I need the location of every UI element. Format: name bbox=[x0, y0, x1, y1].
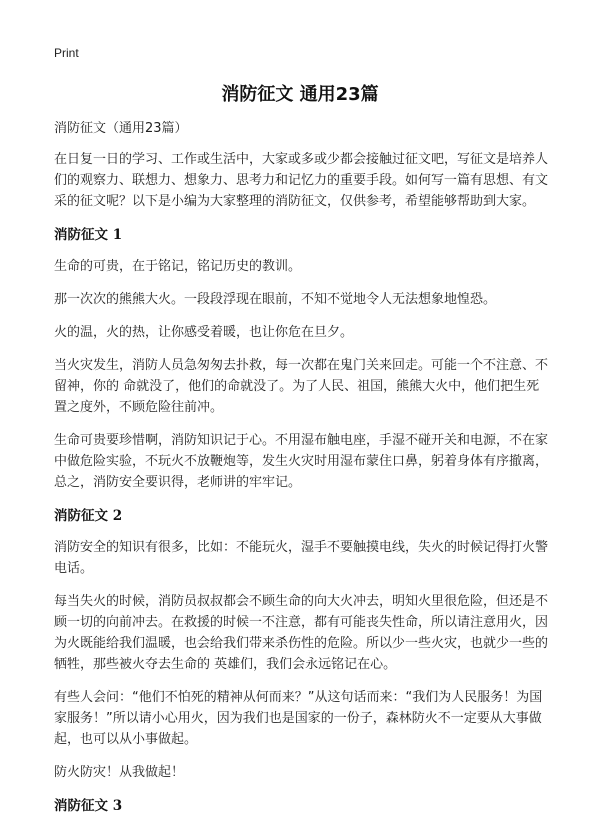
section-3 bbox=[54, 795, 550, 817]
section-paragraph: 那一次次的熊熊大火。一段段浮现在眼前，不知不觉地令人无法想象地惶恐。 bbox=[54, 292, 497, 307]
section-2 bbox=[54, 505, 550, 783]
section-heading: 消防征文 2 bbox=[54, 508, 123, 524]
page-title: 消防征文 通用23篇 bbox=[221, 84, 379, 105]
print-link[interactable]: Print bbox=[54, 46, 79, 60]
intro-paragraph: 在日复一日的学习、工作或生活中，大家或多或少都会接触过征文吧，写征文是培养人们的观察力、联想力、想象力、思考力和记忆力的重要手段。如何写一篇有思想、有文采的征文呢？以下是小编为大家整理的消防征文，仅供参考，希望能够帮助到大家。 bbox=[54, 152, 549, 209]
section-paragraph: 生命可贵要珍惜啊，消防知识记于心。不用湿布触电座，手湿不碰开关和电源，不在家中做危险实验，不玩火不放鞭炮等，发生火灾时用湿布蒙住口鼻，躬着身体有序撤离，总之，消防安全要识得，老师讲的牢牢记。 bbox=[54, 433, 549, 490]
section-paragraph: 生命的可贵，在于铭记，铭记历史的教训。 bbox=[54, 259, 302, 274]
section-1 bbox=[54, 224, 550, 493]
section-paragraph: 防火防灾！从我做起！ bbox=[54, 765, 185, 780]
section-paragraph: 当火灾发生，消防人员急匆匆去扑救，每一次都在鬼门关来回走。可能一个不注意、不留神，你的 命就没了，他们的命就没了。为了人民、祖国，熊熊大火中，他们把生死置之度外，不顾危险往前冲。 bbox=[54, 358, 549, 415]
document-body bbox=[54, 118, 550, 827]
section-paragraph: 火的温，火的热，让你感受着暖，也让你危在旦夕。 bbox=[54, 325, 354, 340]
document-subtitle: 消防征文（通用23篇） bbox=[54, 121, 188, 136]
section-heading: 消防征文 3 bbox=[54, 798, 123, 814]
section-paragraph: 每当失火的时候，消防员叔叔都会不顾生命的向大火冲去，明知火里很危险，但还是不顾一切的向前冲去。在救援的时候一不注意，都有可能丧失性命，所以请注意用火，因为火既能给我们温暖，也会给我们带来杀伤性的危险。所以少一些火灾，也就少一些的牺牲，那些被火夺去生命的 英雄们，我们会永远铭记在心。 bbox=[54, 594, 549, 672]
section-heading: 消防征文 1 bbox=[54, 227, 123, 243]
section-paragraph: 消防安全的知识有很多，比如：不能玩火，湿手不要触摸电线，失火的时候记得打火警电话。 bbox=[54, 540, 549, 576]
section-paragraph: 有些人会问：“他们不怕死的精神从何而来？”从这句话而来：“我们为人民服务！为国家服务！”所以请小心用火，因为我们也是国家的一份子，森林防火不一定要从大事做起，也可以从小事做起。 bbox=[54, 690, 543, 747]
